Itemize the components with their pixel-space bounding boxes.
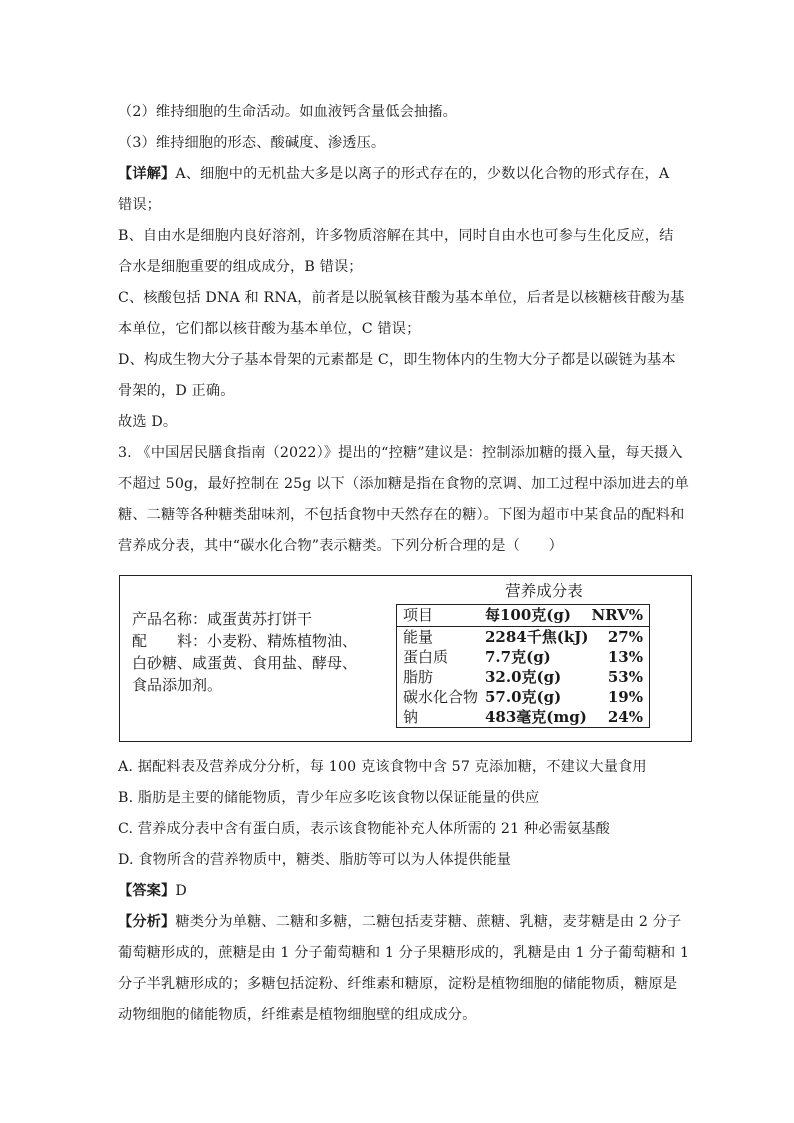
table-row: [397, 667, 649, 687]
row-per100: 2284千焦(kJ): [485, 628, 589, 646]
option-a: A. 据配料表及营养成分分析，每 100 克该食物中含 57 克添加糖，不建议大量食用: [118, 759, 647, 775]
question-line: 营养成分表，其中“碳水化合物”表示糖类。下列分析合理的是（ ）: [118, 538, 563, 554]
question-line: 3. 《中国居民膳食指南（2022）》提出的“控糖”建议是：控制添加糖的摄入量，每天摄入: [118, 445, 683, 461]
row-per100: 483毫克(mg): [485, 708, 587, 726]
row-nrv: 13%: [607, 648, 643, 666]
answer-line: [118, 881, 678, 901]
analysis-text: 糖类分为单糖、二糖和多糖，二糖包括麦芽糖、蔗糖、乳糖，麦芽糖是由 2 分子: [175, 914, 682, 930]
row-nrv: 53%: [607, 668, 643, 686]
table-row: [397, 707, 649, 727]
text-line: 骨架的，D 正确。: [118, 383, 235, 399]
answer-value: D: [175, 883, 187, 899]
nutrition-table: [396, 604, 650, 728]
table-row: [397, 627, 649, 647]
question-line: 糖、二糖等各种糖类甜味剂，不包括食物中天然存在的糖）。下图为超市中某食品的配料和: [118, 507, 685, 523]
product-name: 产品名称：咸蛋黄苏打饼干: [132, 610, 313, 628]
text-line: （2）维持细胞的生命活动。如血液钙含量低会抽搐。: [118, 104, 457, 120]
row-per100: 32.0克(g): [485, 668, 562, 686]
text-line: B、自由水是细胞内良好溶剂，许多物质溶解在其中，同时自由水也可参与生化反应，结: [118, 228, 674, 244]
nutrition-title: 营养成分表: [505, 582, 583, 600]
text-line: 故选 D。: [118, 414, 178, 430]
text-line: （3）维持细胞的形态、酸碱度、渗透压。: [118, 135, 386, 151]
product-info: [132, 608, 382, 696]
header-per100: 每100克(g): [485, 606, 571, 624]
analysis-line: 葡萄糖形成的，蔗糖是由 1 分子葡萄糖和 1 分子果糖形成的，乳糖是由 1 分子葡萄糖和 1: [118, 945, 690, 961]
detail-label: 【详解】: [118, 166, 176, 182]
analysis-line: 分子半乳糖形成的；多糖包括淀粉、纤维素和糖原，淀粉是植物细胞的储能物质，糖原是: [118, 976, 678, 992]
text-line: [118, 164, 678, 184]
header-nrv: NRV%: [591, 606, 643, 624]
row-nrv: 19%: [607, 688, 643, 706]
table-row: [397, 647, 649, 667]
text-line: 本单位，它们都以核苷酸为基本单位，C 错误；: [118, 321, 421, 337]
table-row: [397, 687, 649, 707]
row-per100: 57.0克(g): [485, 688, 562, 706]
option-b: B. 脂肪是主要的储能物质，青少年应多吃该食物以保证能量的供应: [118, 790, 540, 806]
text-line: C、核酸包括 DNA 和 RNA，前者是以脱氧核苷酸为基本单位，后者是以核糖核苷酸为基: [118, 290, 685, 306]
row-item: 钠: [403, 708, 419, 726]
text-line: 错误；: [118, 197, 162, 213]
question-line: 不超过 50g，最好控制在 25g 以下（添加糖是指在食物的烹调、加工过程中添加进去的单: [118, 476, 689, 492]
text-line: D、构成生物大分子基本骨架的元素都是 C，即生物体内的生物大分子都是以碳链为基本: [118, 352, 676, 368]
row-item: 脂肪: [403, 668, 434, 686]
answer-label: 【答案】: [118, 883, 176, 899]
analysis-line: 动物细胞的储能物质，纤维素是植物细胞壁的组成成分。: [118, 1007, 477, 1023]
ingredients-line: 食品添加剂。: [132, 676, 223, 694]
header-item: 项目: [403, 606, 434, 624]
option-c: C. 营养成分表中含有蛋白质，表示该食物能补充人体所需的 21 种必需氨基酸: [118, 821, 610, 837]
food-label-figure: [119, 575, 692, 742]
row-per100: 7.7克(g): [485, 648, 551, 666]
analysis-line: [118, 912, 682, 932]
option-d: D. 食物所含的营养物质中，糖类、脂肪等可以为人体提供能量: [118, 852, 512, 868]
row-nrv: 27%: [607, 628, 643, 646]
row-nrv: 24%: [607, 708, 643, 726]
row-item: 能量: [403, 628, 434, 646]
row-item: 蛋白质: [403, 648, 449, 666]
ingredients-line: 配 料：小麦粉、精炼植物油、: [132, 632, 358, 650]
text-line: 合水是细胞重要的组成成分，B 错误；: [118, 259, 363, 275]
row-item: 碳水化合物: [403, 688, 479, 706]
ingredients-line: 白砂糖、咸蛋黄、食用盐、酵母、: [132, 654, 358, 672]
detail-text: A、细胞中的无机盐大多是以离子的形式存在的，少数以化合物的形式存在，A: [175, 166, 670, 182]
analysis-label: 【分析】: [118, 914, 176, 930]
table-header-row: [397, 605, 649, 627]
